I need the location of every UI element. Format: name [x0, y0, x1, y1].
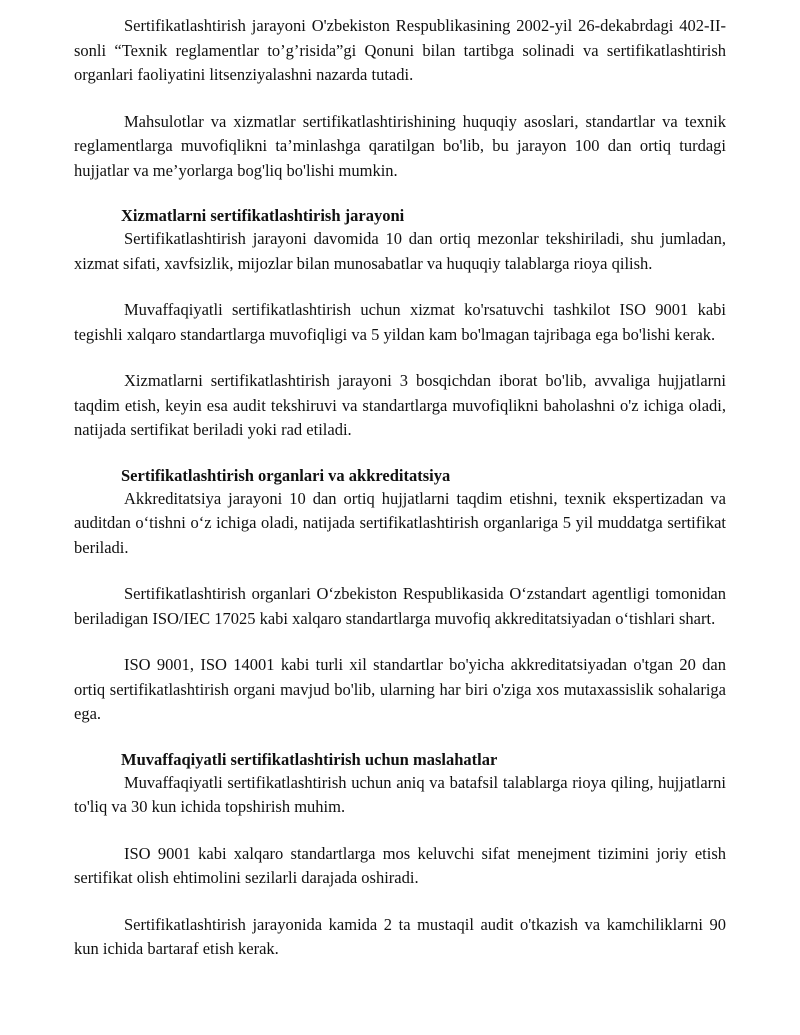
section-heading-bodies-accreditation: Sertifikatlashtirish organlari va akkreditatsiya: [121, 465, 451, 485]
paragraph-stages: Xizmatlarni sertifikatlashtirish jarayoni 3 bosqichdan iborat bo'lib, avvaliga hujjatlarni taqdim etish, keyin esa audit tekshiruvi va standartlarga muvofiqlikni baholashni o'z ichiga oladi, natijada sertifikat beriladi yoki rad etiladi.: [74, 371, 726, 439]
paragraph-tip-documents: Muvaffaqiyatli sertifikatlashtirish uchun aniq va batafsil talablarga rioya qiling, hujjatlarni to'liq va 30 kun ichida topshirish muhim.: [74, 772, 726, 816]
paragraph-tip-audits: Sertifikatlashtirish jarayonida kamida 2 ta mustaqil audit o'tkazish va kamchiliklarni 90 kun ichida bartaraf etish kerak.: [74, 914, 726, 958]
paragraph-uzstandart: Sertifikatlashtirish organlari O‘zbekiston Respublikasida O‘zstandart agentligi tomonidan beriladigan ISO/IEC 17025 kabi xalqaro standartlarga muvofiq akkreditatsiyadan o‘tishlari shart.: [74, 584, 726, 628]
paragraph-legal-basis: Sertifikatlashtirish jarayoni O'zbekiston Respublikasining 2002-yil 26-dekabrdagi 402-II-sonli “Texnik reglamentlar to’g’risida”gi Qonuni bilan tartibga solinadi va sertifikatlashtirish organlari faoliyatini litsenziyalashni nazarda tutadi.: [74, 16, 726, 84]
section-heading-services-certification: Xizmatlarni sertifikatlashtirish jarayoni: [121, 206, 405, 225]
paragraph-iso-requirements: Muvaffaqiyatli sertifikatlashtirish uchun xizmat ko'rsatuvchi tashkilot ISO 9001 kabi tegishli xalqaro standartlarga muvofiqligi va 5 yildan kam bo'lmagan tajribaga ega bo'lishi kerak.: [74, 300, 726, 344]
section-heading-tips: Muvaffaqiyatli sertifikatlashtirish uchun maslahatlar: [121, 749, 498, 769]
paragraph-criteria: Sertifikatlashtirish jarayoni davomida 10 dan ortiq mezonlar tekshiriladi, shu jumladan, xizmat sifati, xavfsizlik, mijozlar bilan munosabatlar va huquqiy talablarga rioya qilish.: [74, 229, 726, 273]
paragraph-legal-foundations: Mahsulotlar va xizmatlar sertifikatlashtirishining huquqiy asoslari, standartlar va texnik reglamentlarga muvofiqlikni ta’minlashga qaratilgan bo'lib, bu jarayon 100 dan ortiq turdagi hujjatlar va me’yorlarga bog'liq bo'lishi mumkin.: [74, 111, 726, 180]
paragraph-accreditation-process: Akkreditatsiya jarayoni 10 dan ortiq hujjatlarni taqdim etishni, texnik ekspertizadan va auditdan o‘tishni o‘z ichiga oladi, natijada sertifikatlashtirish organlariga 5 yil muddatga sertifikat beriladi.: [74, 488, 726, 557]
paragraph-tip-quality-system: ISO 9001 kabi xalqaro standartlarga mos keluvchi sifat menejment tizimini joriy etish sertifikat olish ehtimolini sezilarli darajada oshiradi.: [74, 843, 726, 887]
paragraph-accredited-bodies: ISO 9001, ISO 14001 kabi turli xil standartlar bo'yicha akkreditatsiyadan o'tgan 20 dan ortiq sertifikatlashtirish organi mavjud bo'lib, ularning har biri o'ziga xos mutaxassislik sohalariga ega.: [74, 655, 726, 723]
